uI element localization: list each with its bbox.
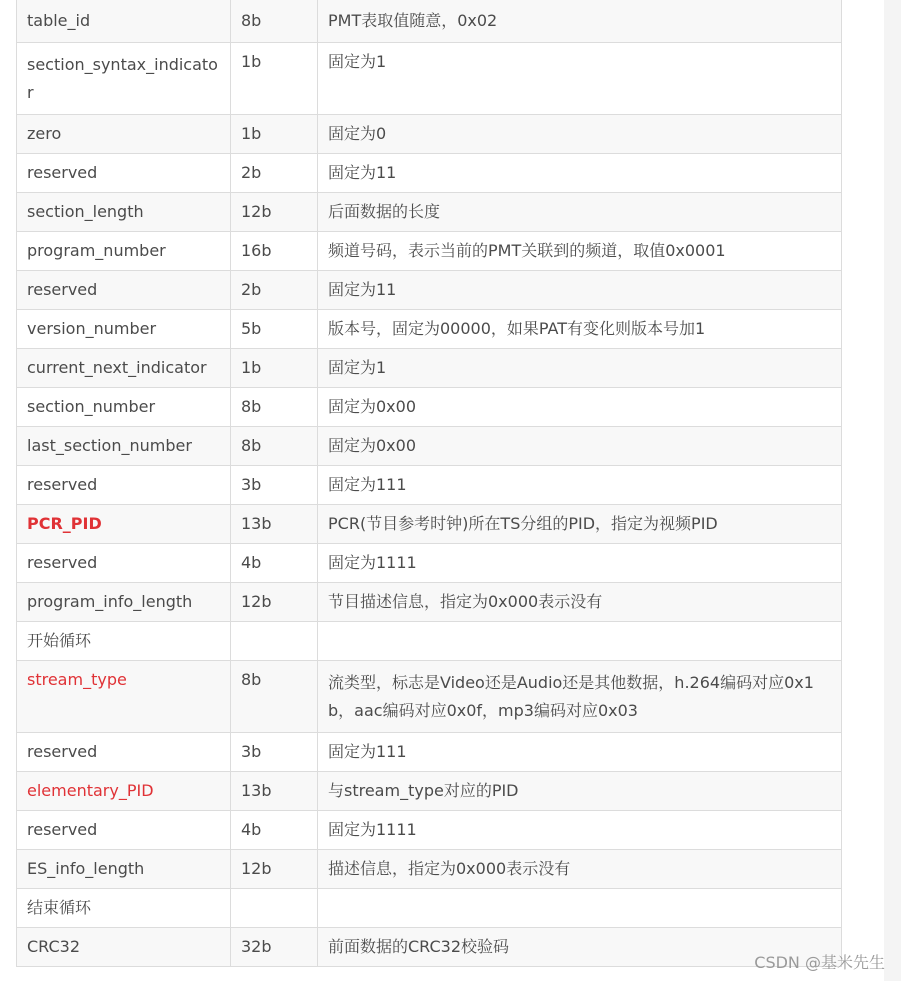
table-row <box>17 928 842 967</box>
field-name-cell: section_number <box>17 388 231 427</box>
field-name-cell: reserved <box>17 466 231 505</box>
description-cell: 固定为111 <box>318 466 842 505</box>
description-cell: 描述信息，指定为0x000表示没有 <box>318 850 842 889</box>
description-cell: 版本号，固定为00000，如果PAT有变化则版本号加1 <box>318 310 842 349</box>
field-name-cell-highlighted: PCR_PID <box>17 505 231 544</box>
table-row <box>17 733 842 772</box>
field-name-cell: reserved <box>17 733 231 772</box>
bits-cell: 3b <box>231 466 318 505</box>
bits-cell: 1b <box>231 115 318 154</box>
field-name-cell: CRC32 <box>17 928 231 967</box>
field-name-cell: 结束循环 <box>17 889 231 928</box>
bits-cell: 32b <box>231 928 318 967</box>
table-row <box>17 349 842 388</box>
description-cell: 固定为1 <box>318 349 842 388</box>
table-row <box>17 772 842 811</box>
description-cell <box>318 889 842 928</box>
field-name-cell: section_length <box>17 193 231 232</box>
bits-cell: 12b <box>231 583 318 622</box>
table-row <box>17 310 842 349</box>
field-name-cell: program_info_length <box>17 583 231 622</box>
bits-cell: 16b <box>231 232 318 271</box>
bits-cell: 2b <box>231 154 318 193</box>
description-cell: 前面数据的CRC32校验码 <box>318 928 842 967</box>
table-row <box>17 544 842 583</box>
table-row <box>17 622 842 661</box>
table-row <box>17 661 842 733</box>
table-row <box>17 583 842 622</box>
table-row <box>17 850 842 889</box>
table-row <box>17 427 842 466</box>
description-cell: 固定为1111 <box>318 811 842 850</box>
table-row <box>17 193 842 232</box>
field-name-cell: 开始循环 <box>17 622 231 661</box>
description-cell: 固定为1 <box>318 43 842 115</box>
field-name-cell-highlighted: elementary_PID <box>17 772 231 811</box>
description-cell: 后面数据的长度 <box>318 193 842 232</box>
field-name-cell: version_number <box>17 310 231 349</box>
field-name-cell: reserved <box>17 154 231 193</box>
table-row <box>17 505 842 544</box>
bits-cell: 3b <box>231 733 318 772</box>
description-cell: 固定为111 <box>318 733 842 772</box>
table-row <box>17 889 842 928</box>
field-name-cell: current_next_indicator <box>17 349 231 388</box>
field-name-cell: program_number <box>17 232 231 271</box>
description-cell: 固定为11 <box>318 271 842 310</box>
description-cell: 与stream_type对应的PID <box>318 772 842 811</box>
pmt-field-table <box>16 0 842 967</box>
field-name-cell: section_syntax_indicator <box>17 43 231 115</box>
description-cell: PCR(节目参考时钟)所在TS分组的PID，指定为视频PID <box>318 505 842 544</box>
field-name-cell: table_id <box>17 0 231 43</box>
field-name-cell: reserved <box>17 811 231 850</box>
bits-cell <box>231 622 318 661</box>
bits-cell: 12b <box>231 850 318 889</box>
table-row <box>17 811 842 850</box>
bits-cell: 8b <box>231 388 318 427</box>
description-cell: 固定为0x00 <box>318 388 842 427</box>
bits-cell: 2b <box>231 271 318 310</box>
bits-cell: 4b <box>231 811 318 850</box>
bits-cell: 12b <box>231 193 318 232</box>
description-cell: 固定为0 <box>318 115 842 154</box>
bits-cell: 1b <box>231 43 318 115</box>
scrollbar-track[interactable] <box>884 0 901 981</box>
field-name-cell-highlighted: stream_type <box>17 661 231 733</box>
table-row <box>17 466 842 505</box>
bits-cell: 4b <box>231 544 318 583</box>
bits-cell: 1b <box>231 349 318 388</box>
bits-cell: 8b <box>231 0 318 43</box>
description-cell: 节目描述信息，指定为0x000表示没有 <box>318 583 842 622</box>
description-cell <box>318 622 842 661</box>
table-row <box>17 271 842 310</box>
table-row <box>17 154 842 193</box>
description-cell: 固定为1111 <box>318 544 842 583</box>
description-cell: 流类型，标志是Video还是Audio还是其他数据，h.264编码对应0x1b，aac编码对应0x0f，mp3编码对应0x03 <box>318 661 842 733</box>
table-row <box>17 115 842 154</box>
bits-cell: 5b <box>231 310 318 349</box>
bits-cell: 13b <box>231 505 318 544</box>
field-name-cell: reserved <box>17 271 231 310</box>
table-row <box>17 43 842 115</box>
description-cell: PMT表取值随意，0x02 <box>318 0 842 43</box>
description-cell: 固定为11 <box>318 154 842 193</box>
field-name-cell: ES_info_length <box>17 850 231 889</box>
bits-cell <box>231 889 318 928</box>
watermark: CSDN @基米先生 <box>754 953 885 972</box>
field-name-cell: reserved <box>17 544 231 583</box>
bits-cell: 8b <box>231 661 318 733</box>
bits-cell: 13b <box>231 772 318 811</box>
table-row <box>17 0 842 43</box>
field-name-cell: zero <box>17 115 231 154</box>
description-cell: 固定为0x00 <box>318 427 842 466</box>
table-row <box>17 232 842 271</box>
field-name-cell: last_section_number <box>17 427 231 466</box>
table-row <box>17 388 842 427</box>
bits-cell: 8b <box>231 427 318 466</box>
description-cell: 频道号码，表示当前的PMT关联到的频道，取值0x0001 <box>318 232 842 271</box>
